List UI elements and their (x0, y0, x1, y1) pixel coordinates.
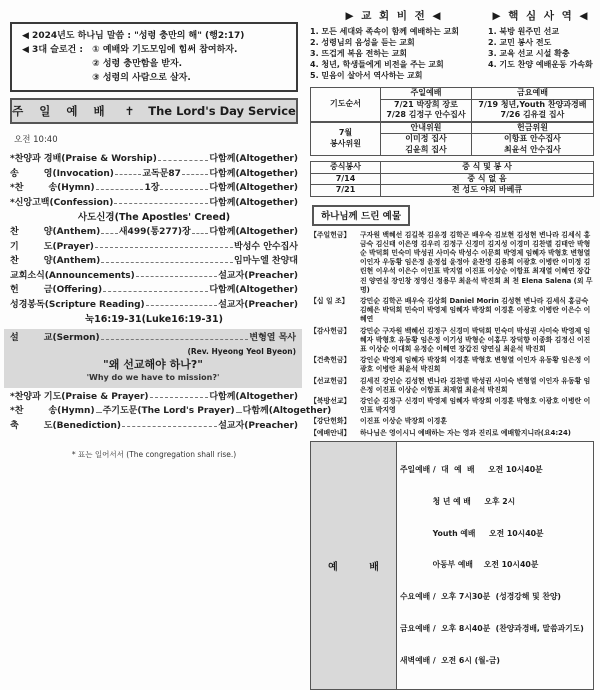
sermon-box (4, 329, 302, 388)
duty-cell (471, 99, 593, 122)
order-row (10, 404, 332, 419)
offering-names: 구자원 백혜선 김길북 김유경 김학곤 배우숙 김보현 김성현 변나라 김세식 홍금숙 김신태 이은영 김우리 김정구 신경미 김지성 이경미 김찬별 김태안 박형순 박덕희 민숙미 박성권 사미숙 박성수 이문희 박영제 임혜자 박형호 변형열 이인자 우동황 임은정 윤정섭 윤정아 윤찬영 김용희 이광호 이병란 이미정 김린현 이우석 이은수 이인표 박지열 이진표 이상순 이항표 최재열 이혜연 장갑진 양연실 장인창 정영신 정용무 최윤석 박진희 최 천 Elena Salena (외 무명) (360, 230, 593, 294)
yearly-slogan-box (10, 22, 298, 92)
schedule-line: Youth 예배 오전 10시40분 (400, 528, 544, 538)
order-row (10, 196, 298, 211)
worship-schedule-lines (397, 442, 593, 690)
order-item-who: 임마누엘 찬양대 (234, 256, 298, 266)
worship-schedule-label: 예 배 (311, 442, 397, 690)
slogan-label: ◀ 3대 슬로건 : (22, 45, 87, 55)
duty-line: 7/19 청년,Youth 찬양과경배 (478, 99, 587, 109)
order-item-who: 다함께(Altogether) (242, 406, 332, 416)
order-row (10, 269, 298, 284)
duty-col-header: 주일예배 (381, 88, 472, 100)
duty-line: 이미정 집사 (405, 134, 447, 143)
dotted-leader (101, 337, 249, 340)
offering-label: 【강단헌화】 (310, 417, 351, 426)
sermon-row (10, 331, 296, 346)
dotted-leader (160, 187, 208, 190)
ministry-item: 1. 북방 원주민 선교 (488, 27, 560, 36)
offering-names: 이진표 이상순 박장희 이경훈 (360, 417, 448, 426)
sermon-preacher-english: (Rev. Hyeong Yeol Byeon) (187, 346, 296, 356)
offering-names: 강인순 박영제 임혜자 박장희 이경훈 박형호 변형열 이인자 유동황 임은정 이광호 이병란 최윤석 박진희 (360, 356, 591, 374)
schedule-line: 아동부 예배 오전 10시40분 (400, 560, 539, 570)
rise-footnote: * 표는 일어서서 (The congregation shall rise.) (71, 450, 237, 459)
vision-item: 5. 믿음이 살아서 역사하는 교회 (310, 71, 423, 80)
dotted-leader (103, 289, 208, 292)
duty-cell (381, 99, 472, 122)
duty-line: 김윤희 집사 (405, 144, 447, 154)
offering-names: 강민순 구자원 백혜선 김정구 신경미 박덕희 민숙미 박성권 사미숙 박영제 임혜자 박형호 유동황 임은정 이기성 박형순 이홍무 장덕향 이종화 김정신 이진표 이상순 이대희 유정순 이혜연 장갑진 양연실 최윤석 박진희 (360, 326, 591, 353)
order-row (10, 225, 298, 240)
dotted-leader (101, 231, 118, 234)
order-item-detail: 새499(통277)장 (118, 227, 191, 237)
info-column (310, 8, 594, 665)
yearly-word-line: ◀ 2024년도 하나님 말씀 : "성령 충만의 해" (행2:17) (22, 31, 245, 41)
worship-guide-verse: 하나님은 영이시니 예배하는 자는 영과 진리로 예배할지니라(요4:24) (360, 428, 571, 437)
offering-names: 강인순 김정구 신경미 박영제 임혜자 박장희 이경훈 박형호 이광호 이병란 이인표 박지영 (360, 396, 591, 415)
order-item-who: 다함께(Altogether) (209, 197, 298, 208)
order-item-who: 다함께(Altogether) (209, 154, 298, 164)
order-item-who: 다함께(Altogether) (209, 227, 299, 237)
order-row (10, 283, 298, 298)
dotted-leader (150, 395, 209, 398)
core-ministry-section (488, 10, 594, 81)
order-row (10, 167, 298, 182)
dotted-leader (115, 172, 141, 175)
dotted-leader (136, 274, 217, 277)
order-item-label: *신앙고백(Confession) (10, 197, 114, 208)
duty-line: 7/26 김유걸 집사 (500, 110, 565, 119)
order-item-detail: 1장 (144, 183, 160, 193)
offering-names: 김세진 강인순 김성현 변나라 김찬별 박성권 사미숙 변형열 이인자 유동황 임은정 이진표 이상순 이항표 최재열 최윤석 박진희 (360, 376, 591, 394)
vision-item: 4. 청년, 학생들에게 비전을 주는 교회 (310, 60, 444, 69)
order-item-label: 교회소식(Announcements) (10, 270, 135, 281)
service-title-english: The Lord's Day Service (148, 104, 296, 118)
schedule-line: 새벽예배 / 오전 6시 (월-금) (400, 655, 500, 665)
order-item-who: 다함께(Altogether) (209, 285, 298, 295)
service-title-bar (10, 98, 298, 124)
order-row (10, 419, 298, 434)
worship-schedule-table (310, 441, 594, 690)
schedule-line: 금요예배 / 오후 8시40분 (찬양과경배, 말씀과기도) (400, 623, 584, 633)
lunch-value: 중 식 없 음 (381, 173, 594, 185)
slogan-item: ② 성령 충만함을 받자. (92, 59, 183, 69)
sermon-title-english: 'Why do we have to mission?' (86, 372, 220, 382)
slogan-item: ③ 성령의 사람으로 살자. (92, 73, 191, 83)
dotted-leader (95, 245, 233, 248)
duty-col-header: 안내위원 (381, 122, 472, 134)
offering-label: 【북방선교】 (310, 396, 351, 405)
offering-entry (310, 377, 594, 395)
duty-line: 이항표 안수집사 (504, 134, 561, 143)
scripture-reference: 눅16:19-31(Luke16:19-31) (85, 314, 223, 325)
cross-icon: ✝ (124, 104, 135, 118)
worship-guide-entry (310, 429, 594, 438)
dotted-leader (146, 303, 218, 306)
duty-cell (471, 134, 593, 156)
schedule-line: 주일예배 / 대 예 배 오전 10시40분 (400, 464, 543, 474)
order-item-label: 송 영(Invocation) (10, 168, 114, 179)
offering-entry (310, 397, 594, 415)
order-item-who: 설교자(Preacher) (218, 270, 298, 281)
duty-group-label (311, 122, 381, 156)
offering-entry (310, 297, 594, 325)
prayer-duty-table (310, 87, 594, 156)
offering-entry (310, 356, 594, 374)
dotted-leader (114, 201, 208, 204)
order-item-who: 설교자(Preacher) (218, 299, 298, 310)
dotted-leader (192, 231, 209, 234)
church-vision-items (310, 26, 478, 81)
order-item-label: 찬 양(Anthem) (10, 256, 101, 266)
dotted-leader (182, 172, 208, 175)
vision-item: 3. 뜨겁게 복음 전하는 교회 (310, 49, 408, 58)
order-row (10, 298, 298, 313)
church-vision-title: ▶ 교 회 비 전 ◀ (345, 10, 443, 22)
order-row (10, 254, 298, 269)
dotted-leader (101, 260, 233, 263)
order-row (10, 181, 298, 196)
order-item-label: 기 도(Prayer) (10, 241, 94, 252)
lunch-date: 7/14 (311, 173, 381, 185)
order-item-label: 축 도(Benediction) (10, 420, 121, 431)
offering-entry (310, 231, 594, 295)
order-item-label: 헌 금(Offering) (10, 285, 103, 295)
ministry-item: 2. 교민 봉사 전도 (488, 38, 552, 47)
offerings-header: 하나님께 드린 예물 (312, 205, 410, 226)
vision-ministry-row (310, 10, 594, 81)
duty-col-header: 헌금위원 (471, 122, 593, 134)
duty-label-line: 7월 (338, 128, 353, 138)
order-item-who: 다함께(Altogether) (209, 391, 298, 402)
duty-col-header: 금요예배 (471, 88, 593, 100)
offering-names: 강민순 김학곤 배우숙 김상희 Daniel Morin 김성현 변나라 김세식 홍금숙 김혜은 박덕희 민숙미 박영제 임혜자 박장희 이경훈 이광호 이병란 이은수 이혜연 (360, 296, 591, 324)
lunch-header-label: 중식봉사 (311, 162, 381, 174)
slogan-items (86, 43, 290, 85)
offering-entry (310, 417, 594, 426)
offering-label: 【감사헌금】 (310, 326, 351, 335)
slogan-item: ① 예배와 기도모임에 힘써 참여하자. (92, 45, 238, 55)
order-item-label: *찬양과 기도(Praise & Prayer) (10, 391, 149, 402)
dotted-leader (122, 424, 217, 427)
sermon-title: "왜 선교해야 하나?" (103, 357, 203, 371)
core-ministry-title: ▶ 핵 심 사 역 ◀ (492, 10, 590, 22)
ministry-item: 4. 기도 찬양 예배운동 가속화 (488, 60, 593, 69)
duty-line: 최윤석 안수집사 (504, 144, 561, 154)
order-item-label: *찬 송(Hymn) (10, 406, 95, 416)
service-time: 오전 10:40 (14, 135, 58, 145)
dotted-leader (236, 410, 242, 413)
dotted-leader (96, 410, 102, 413)
vision-item: 1. 모든 세대와 족속이 함께 예배하는 교회 (310, 27, 459, 36)
order-item-label: 찬 양(Anthem) (10, 227, 101, 237)
ministry-item: 3. 교육 선교 시설 확충 (488, 49, 570, 58)
church-vision-section (310, 10, 478, 81)
order-row (10, 240, 298, 255)
schedule-line: 수요예배 / 오후 7시30분 (성경강해 및 찬양) (400, 592, 561, 602)
duty-label-line: 봉사위원 (330, 138, 361, 148)
apostles-creed-line: 사도신경(The Apostles' Creed) (77, 212, 231, 223)
worship-guide-label: 【예배안내】 (310, 428, 351, 437)
offering-label: 【선교헌금】 (310, 376, 351, 385)
lunch-header-value: 중 식 및 봉 사 (381, 162, 594, 174)
lunch-service-table (310, 161, 594, 197)
offering-entry (310, 327, 594, 355)
order-item-who: 설교자(Preacher) (218, 420, 298, 431)
lunch-date: 7/21 (311, 185, 381, 197)
order-item-detail: 교독문87 (142, 168, 181, 179)
sermon-preacher: 변형열 목사 (249, 333, 296, 343)
schedule-line: 청 년 예 배 오후 2시 (400, 496, 516, 506)
order-item-who: 다함께(Altogether) (209, 183, 299, 193)
order-item-label: *찬양과 경배(Praise & Worship) (10, 154, 157, 164)
order-item-label: 성경봉독(Scripture Reading) (10, 299, 145, 310)
offering-label: 【주일헌금】 (310, 230, 351, 239)
duty-group-label: 기도순서 (311, 88, 381, 122)
core-ministry-items (488, 26, 594, 70)
slogan-line (22, 43, 290, 85)
vision-item: 2. 성령님의 음성을 듣는 교회 (310, 38, 415, 47)
order-row (10, 152, 298, 167)
order-item-who: 다함께(Altogether) (209, 168, 299, 179)
order-row (10, 390, 298, 405)
dotted-leader (96, 187, 144, 190)
offering-label: 【건축헌금】 (310, 356, 351, 365)
order-item-detail: 주기도문(The Lord's Prayer) (102, 406, 235, 416)
dotted-leader (158, 158, 209, 161)
service-title-korean: 주 일 예 배 (12, 104, 111, 118)
duty-line: 7/28 김정구 안수집사 (386, 110, 466, 119)
duty-cell (381, 134, 472, 156)
order-item-label: *찬 송(Hymn) (10, 183, 95, 193)
sermon-label: 설 교(Sermon) (10, 333, 100, 343)
lunch-value: 전 성도 야외 바베큐 (381, 185, 594, 197)
duty-line: 7/21 박장희 장로 (394, 99, 458, 109)
offering-label: 【십 일 조】 (310, 296, 349, 305)
order-item-who: 박성수 안수집사 (234, 241, 298, 252)
